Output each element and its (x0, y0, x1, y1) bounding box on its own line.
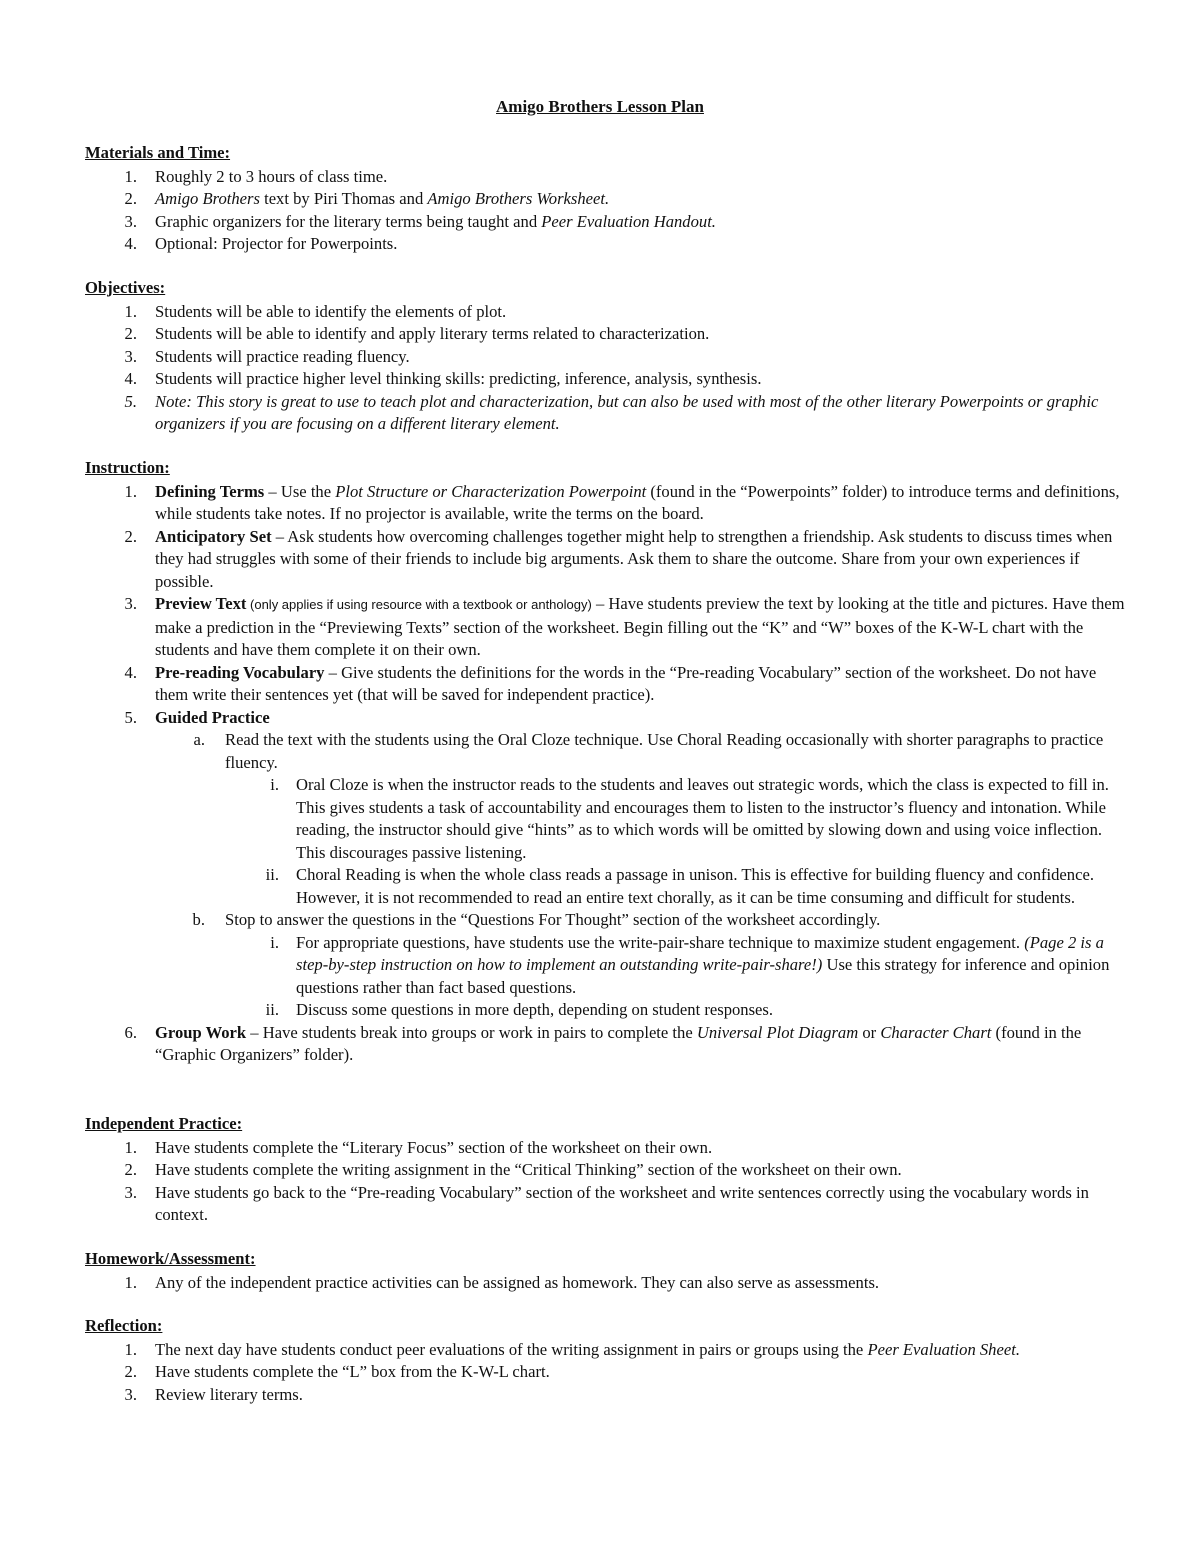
list-number: 2. (124, 324, 137, 343)
list-text: Choral Reading is when the whole class reads a passage in unison. This is effective for building fluency and confidence. However, it is not recommended to read an entire text chorally, as it can be time consuming and difficult for students. (296, 865, 1094, 907)
list-item (85, 1159, 1125, 1182)
list-text: For appropriate questions, have students use the write-pair-share technique to maximize student engagement. (Page 2 is a step-by-step instruction on how to implement an outstanding write-pair-share!) Use this strategy for inference and opinion questions rather than fact based questions. (296, 932, 1110, 997)
list-number: 1. (124, 1339, 137, 1359)
instruction-section (85, 457, 1125, 1067)
homework-section (85, 1248, 1125, 1294)
list-text: Students will practice reading fluency. (155, 346, 410, 366)
list-number: 2. (124, 526, 137, 546)
list-text: Amigo Brothers text by Piri Thomas and Amigo Brothers Worksheet. (155, 189, 610, 208)
list-roman: ii. (265, 1000, 279, 1019)
list-text: Pre-reading Vocabulary – Give students the definitions for the words in the “Pre-reading Vocabulary” section of the worksheet. Do not have them write their sentences yet (that will be saved for independent practice). (155, 662, 1097, 704)
list-item (85, 1384, 1125, 1407)
list-number: 4. (124, 234, 137, 253)
list-text: Have students go back to the “Pre-reading Vocabulary” section of the worksheet and write sentences correctly using the vocabulary words in context. (155, 1182, 1089, 1224)
sub-sub-list-item (85, 864, 1125, 909)
document-title: Amigo Brothers Lesson Plan (496, 97, 704, 116)
list-text: Any of the independent practice activities can be assigned as homework. They can also serve as assessments. (155, 1272, 880, 1292)
independent-practice-heading: Independent Practice: (85, 1114, 243, 1133)
list-text: Defining Terms – Use the Plot Structure or Characterization Powerpoint (found in the “Powerpoints” folder) to introduce terms and definitions, while students take notes. If no projector is available, write the terms on the board. (155, 481, 1120, 523)
list-item (85, 323, 1125, 346)
sub-list-item (85, 909, 1125, 932)
list-item (85, 1361, 1125, 1384)
list-letter: b. (192, 910, 205, 929)
list-text: Have students complete the writing assignment in the “Critical Thinking” section of the worksheet on their own. (155, 1160, 902, 1179)
list-item (85, 368, 1125, 391)
list-item (85, 526, 1125, 594)
list-item (85, 1182, 1125, 1227)
list-text: Optional: Projector for Powerpoints. (155, 234, 398, 253)
list-text: Have students complete the “L” box from the K-W-L chart. (155, 1362, 550, 1381)
list-text: The next day have students conduct peer evaluations of the writing assignment in pairs or groups using the Peer Evaluation Sheet. (155, 1339, 1020, 1359)
list-text: Anticipatory Set – Ask students how overcoming challenges together might help to strengthen a friendship. Ask students to discuss times when they had struggles with some of their friends to include big arguments. Ask them to share the outcome. Share from your own experiences if possible. (155, 526, 1113, 591)
list-text: Review literary terms. (155, 1384, 303, 1404)
list-item (85, 1022, 1125, 1067)
list-item (85, 481, 1125, 526)
list-text: Students will be able to identify and apply literary terms related to characterization. (155, 324, 710, 343)
sub-sub-list-item (85, 999, 1125, 1022)
list-item (85, 1339, 1125, 1362)
list-item (85, 301, 1125, 324)
list-item (85, 233, 1125, 256)
list-item (85, 211, 1125, 234)
list-item (85, 593, 1125, 662)
list-item (85, 707, 1125, 730)
list-number: 3. (124, 1182, 137, 1202)
list-number: 5. (124, 707, 137, 727)
list-item (85, 1272, 1125, 1295)
list-roman: ii. (265, 865, 279, 884)
list-text: Discuss some questions in more depth, depending on student responses. (296, 1000, 774, 1019)
list-text: Roughly 2 to 3 hours of class time. (155, 166, 388, 186)
list-text: Have students complete the “Literary Focus” section of the worksheet on their own. (155, 1137, 713, 1157)
list-number: 3. (124, 211, 137, 231)
list-number: 3. (124, 1384, 137, 1404)
list-number: 1. (124, 166, 137, 186)
list-text: Guided Practice (155, 707, 270, 727)
objectives-section (85, 277, 1125, 436)
list-text: Stop to answer the questions in the “Questions For Thought” section of the worksheet accordingly. (225, 910, 881, 929)
sub-list-item (85, 729, 1125, 774)
independent-practice-section (85, 1113, 1125, 1227)
list-text: Note: This story is great to use to teach plot and characterization, but can also be used with most of the other literary Powerpoints or graphic organizers if you are focusing on a different literary element. (155, 391, 1099, 433)
reflection-section (85, 1315, 1125, 1406)
list-number: 1. (124, 481, 137, 501)
list-item (85, 1137, 1125, 1160)
list-number: 3. (124, 594, 137, 613)
list-item (85, 166, 1125, 189)
list-number: 4. (124, 662, 137, 682)
list-text: Read the text with the students using the Oral Cloze technique. Use Choral Reading occasionally with shorter paragraphs to practice fluency. (225, 730, 1104, 772)
list-number: 2. (124, 1362, 137, 1381)
list-number: 3. (124, 346, 137, 366)
list-item (85, 346, 1125, 369)
list-number: 1. (124, 301, 137, 321)
list-number: 1. (124, 1137, 137, 1157)
sub-sub-list-item (85, 932, 1125, 1000)
instruction-heading: Instruction: (85, 458, 170, 477)
list-item (85, 662, 1125, 707)
list-roman: i. (270, 775, 279, 794)
list-number: 2. (124, 189, 137, 208)
list-text: Graphic organizers for the literary terms being taught and Peer Evaluation Handout. (155, 211, 716, 231)
list-roman: i. (270, 932, 279, 952)
sub-sub-list-item (85, 774, 1125, 864)
list-text: Preview Text (only applies if using resource with a textbook or anthology) – Have students preview the text by looking at the title and pictures. Have them make a prediction in the “Previewing Texts” section of the worksheet. Begin filling out the “K” and “W” boxes of the K-W-L chart with the students and have them complete it on their own. (155, 594, 1125, 659)
list-item (85, 391, 1125, 436)
list-text: Oral Cloze is when the instructor reads to the students and leaves out strategic words, which the class is expected to fill in. This gives students a task of accountability and encourages them to listen to the instructor’s fluency and intonation. While reading, the instructor should give “hints” as to which words will be omitted by slowing down and using voice inflection. This discourages passive listening. (296, 775, 1109, 862)
list-number: 6. (124, 1022, 137, 1042)
list-text: Students will be able to identify the elements of plot. (155, 301, 507, 321)
materials-section (85, 142, 1125, 256)
objectives-heading: Objectives: (85, 278, 166, 297)
reflection-heading: Reflection: (85, 1316, 163, 1335)
list-number: 1. (124, 1272, 137, 1292)
list-text: Group Work – Have students break into groups or work in pairs to complete the Universal Plot Diagram or Character Chart (found in the “Graphic Organizers” folder). (155, 1022, 1082, 1064)
list-number: 2. (124, 1160, 137, 1179)
list-item (85, 188, 1125, 211)
list-text: Students will practice higher level thinking skills: predicting, inference, analysis, synthesis. (155, 369, 762, 388)
list-letter: a. (193, 730, 205, 749)
list-number: 4. (124, 369, 137, 388)
homework-heading: Homework/Assessment: (85, 1249, 256, 1268)
list-number: 5. (124, 391, 137, 411)
materials-heading: Materials and Time: (85, 143, 231, 162)
